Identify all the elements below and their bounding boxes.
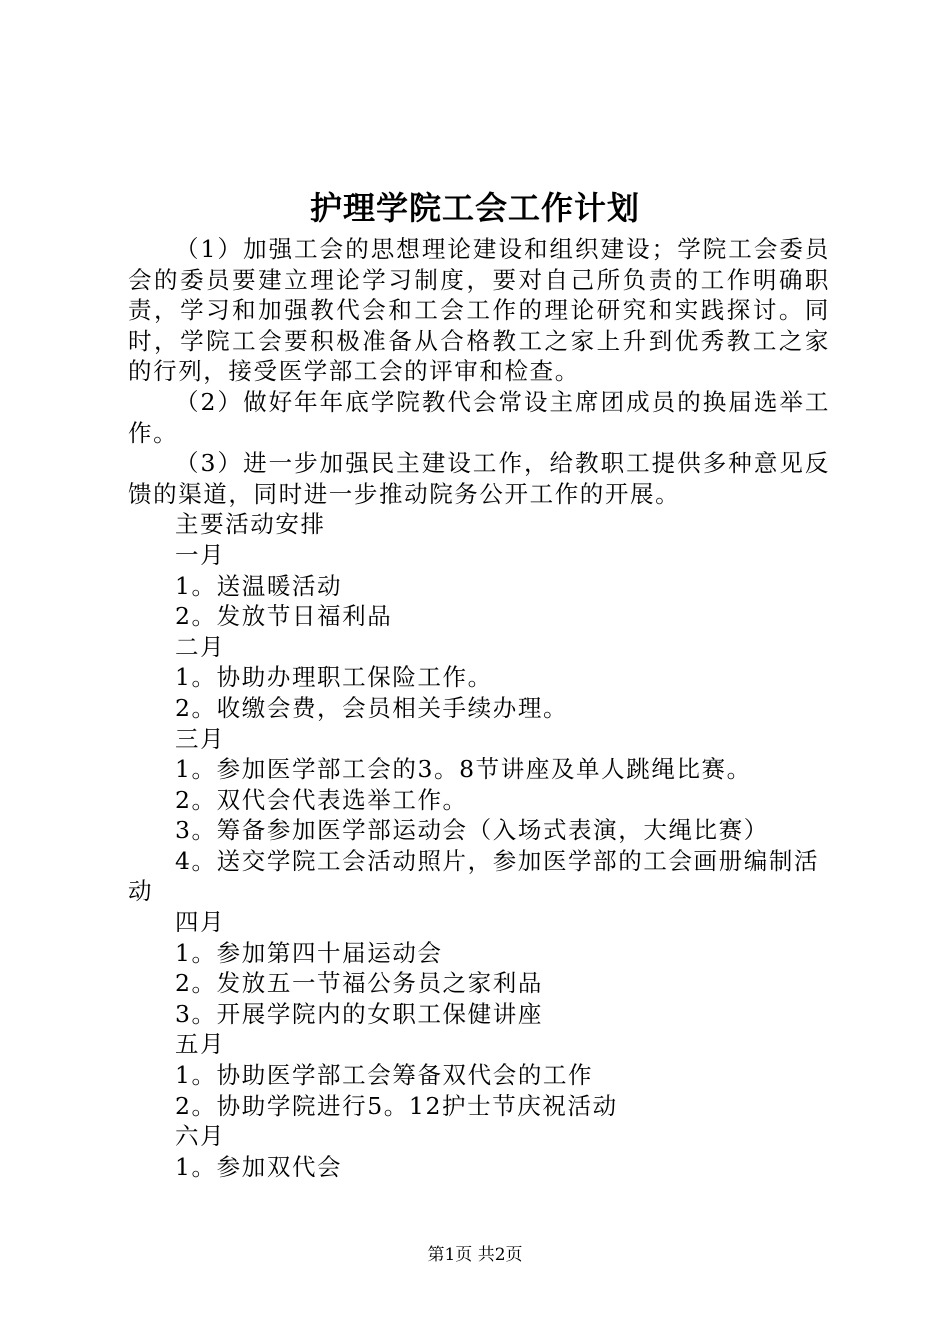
list-item: 2。发放节日福利品 bbox=[175, 602, 393, 631]
list-item: 1。协助办理职工保险工作。 bbox=[175, 663, 493, 692]
month-heading-mar: 三月 bbox=[175, 724, 226, 753]
paragraph-3: （3）进一步加强民主建设工作，给教职工提供多种意见反馈的渠道，同时进一步推动院务公开工作的开展。 bbox=[128, 449, 830, 508]
list-item: 1。协助医学部工会筹备双代会的工作 bbox=[175, 1061, 594, 1090]
page-footer: 第1页 共2页 bbox=[427, 1245, 523, 1265]
list-item: 1。参加第四十届运动会 bbox=[175, 938, 443, 967]
list-item: 3。开展学院内的女职工保健讲座 bbox=[175, 999, 543, 1028]
month-heading-may: 五月 bbox=[175, 1030, 226, 1059]
month-heading-jun: 六月 bbox=[175, 1122, 226, 1151]
list-item: 1。参加双代会 bbox=[175, 1152, 343, 1181]
month-heading-apr: 四月 bbox=[175, 908, 226, 937]
list-item: 2。双代会代表选举工作。 bbox=[175, 785, 468, 814]
paragraph-2: （2）做好年年底学院教代会常设主席团成员的换届选举工作。 bbox=[128, 387, 830, 447]
list-item: 2。协助学院进行5。12护士节庆祝活动 bbox=[175, 1091, 618, 1120]
month-heading-feb: 二月 bbox=[175, 632, 226, 661]
paragraph-1: （1）加强工会的思想理论建设和组织建设；学院工会委员会的委员要建立理论学习制度，要对自己所负责的工作明确职责，学习和加强教代会和工会工作的理论研究和实践探讨。同时，学院工会要积极准备从合格教工之家上升到优秀教工之家的行列，接受医学部工会的评审和检查。 bbox=[128, 235, 830, 386]
list-item: 2。收缴会费，会员相关手续办理。 bbox=[175, 693, 569, 722]
month-heading-jan: 一月 bbox=[175, 540, 226, 569]
document-body bbox=[128, 234, 830, 1182]
list-item: 4。送交学院工会活动照片，参加医学部的工会画册编制活动 bbox=[128, 846, 820, 906]
list-item: 3。筹备参加医学部运动会（入场式表演，大绳比赛） bbox=[175, 816, 769, 845]
list-item: 1。参加医学部工会的3。8节讲座及单人跳绳比赛。 bbox=[175, 755, 752, 784]
list-item: 1。送温暖活动 bbox=[175, 571, 343, 600]
document-title: 护理学院工会工作计划 bbox=[309, 189, 640, 227]
list-item: 2。发放五一节福公务员之家利品 bbox=[175, 969, 543, 998]
schedule-heading: 主要活动安排 bbox=[175, 510, 326, 539]
